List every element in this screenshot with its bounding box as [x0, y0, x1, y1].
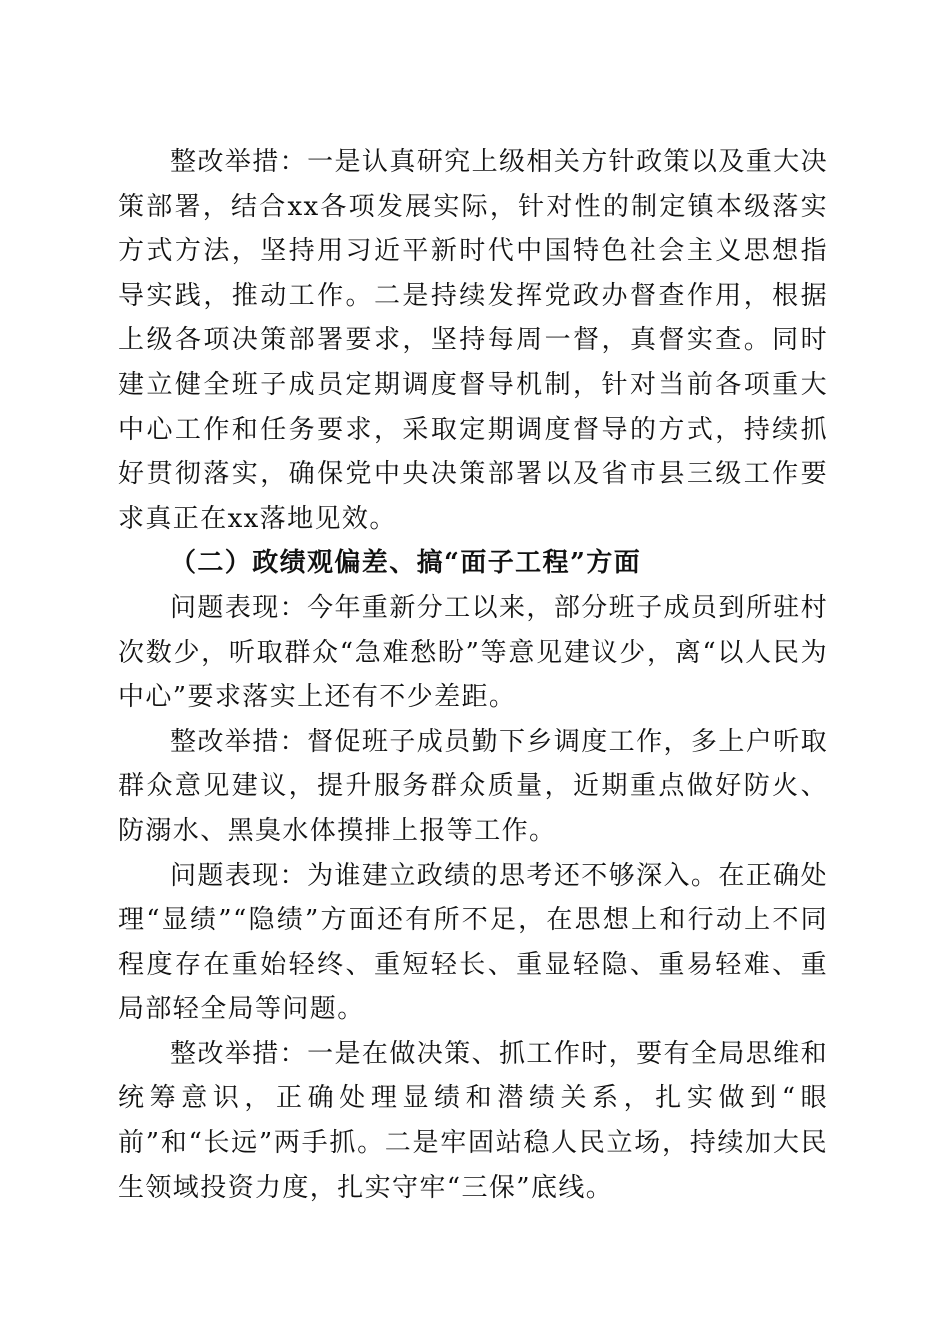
- paragraph-problem-1: 问题表现：今年重新分工以来，部分班子成员到所驻村次数少，听取群众“急难愁盼”等意见建议少，离“以人民为中心”要求落实上还有不少差距。: [118, 592, 828, 713]
- document-body: [118, 140, 828, 1210]
- paragraph-problem-2: 问题表现：为谁建立政绩的思考还不够深入。在正确处理“显绩”“隐绩”方面还有所不足，在思想上和行动上不同程度存在重始轻终、重短轻长、重显轻隐、重易轻难、重局部轻全局等问题。: [118, 860, 828, 1025]
- paragraph-rectification-measures-2: 整改举措：督促班子成员勤下乡调度工作，多上户听取群众意见建议，提升服务群众质量，近期重点做好防火、防溺水、黑臭水体摸排上报等工作。: [118, 726, 828, 846]
- section-heading-2: （二）政绩观偏差、搞“面子工程”方面: [170, 548, 642, 579]
- paragraph-rectification-measures-1: 整改举措：一是认真研究上级相关方针政策以及重大决策部署，结合xx各项发展实际，针对性的制定镇本级落实方式方法，坚持用习近平新时代中国特色社会主义思想指导实践，推动工作。二是持续发挥党政办督查作用，根据上级各项决策部署要求，坚持每周一督，真督实查。同时建立健全班子成员定期调度督导机制，针对当前各项重大中心工作和任务要求，采取定期调度督导的方式，持续抓好贯彻落实，确保党中央决策部署以及省市县三级工作要求真正在xx落地见效。: [118, 147, 828, 534]
- paragraph-rectification-measures-3: 整改举措：一是在做决策、抓工作时，要有全局思维和统筹意识，正确处理显绩和潜绩关系，扎实做到“眼前”和“长远”两手抓。二是牢固站稳人民立场，持续加大民生领域投资力度，扎实守牢“三保”底线。: [118, 1038, 828, 1203]
